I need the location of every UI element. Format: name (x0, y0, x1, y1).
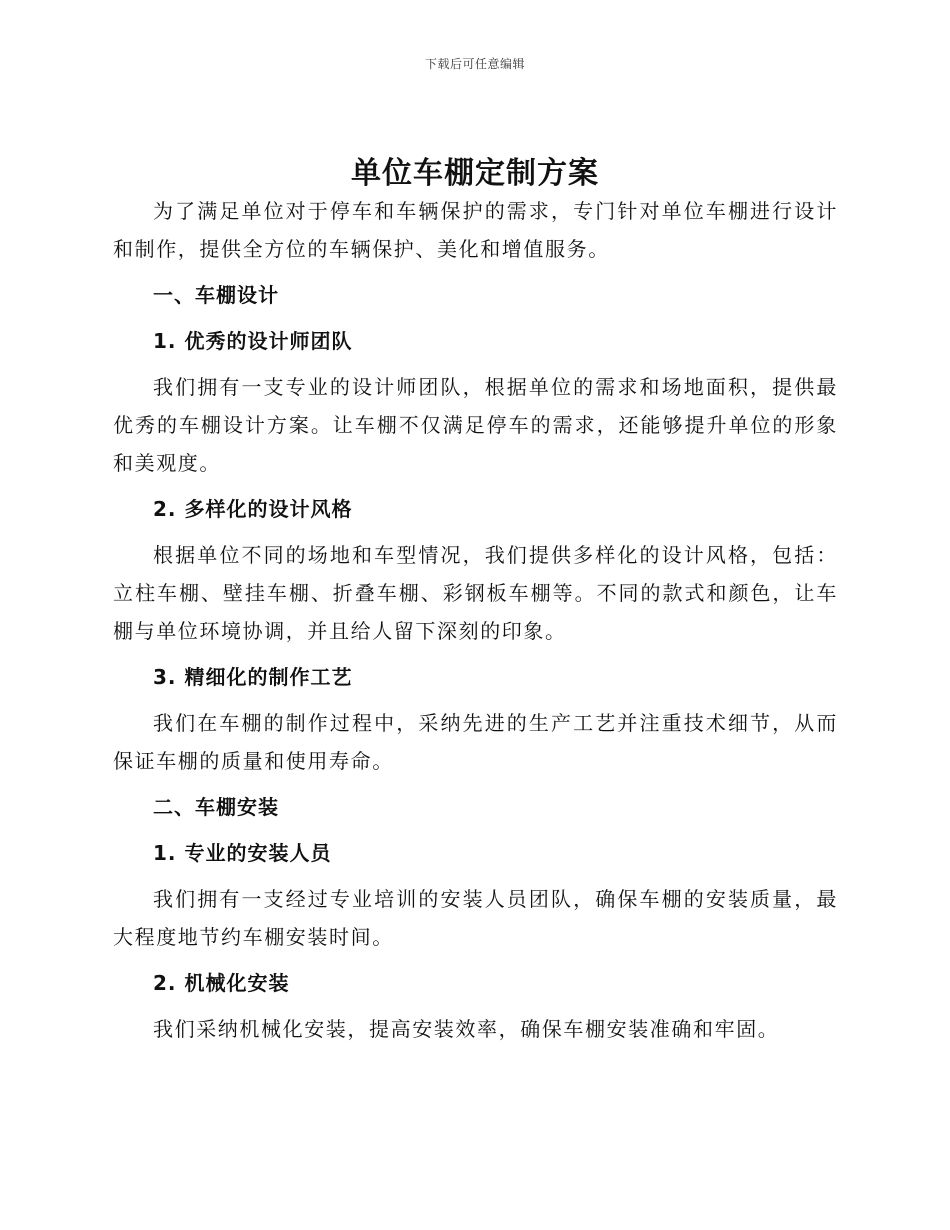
header-note: 下载后可任意编辑 (424, 57, 525, 71)
paragraph-installers: 我们拥有一支经过专业培训的安装人员团队，确保车棚的安装质量，最大程度地节约车棚安装时间。 (113, 887, 838, 949)
subheading-installers: 1. 专业的安装人员 (153, 841, 332, 865)
document-title: 单位车棚定制方案 (351, 156, 599, 191)
section-heading-installation: 二、车棚安装 (153, 795, 279, 819)
subheading-craftsmanship: 3. 精细化的制作工艺 (153, 665, 353, 689)
subheading-designer-team: 1. 优秀的设计师团队 (153, 329, 353, 353)
subheading-mechanized-installation: 2. 机械化安装 (153, 971, 290, 995)
document-body (113, 192, 838, 1056)
subheading-design-styles: 2. 多样化的设计风格 (153, 497, 353, 521)
section-heading-design: 一、车棚设计 (153, 283, 279, 307)
paragraph-mechanized-installation: 我们采纳机械化安装，提高安装效率，确保车棚安装准确和牢固。 (153, 1017, 780, 1041)
paragraph-designer-team: 我们拥有一支专业的设计师团队，根据单位的需求和场地面积，提供最优秀的车棚设计方案。让车棚不仅满足停车的需求，还能够提升单位的形象和美观度。 (113, 375, 838, 475)
paragraph-design-styles: 根据单位不同的场地和车型情况，我们提供多样化的设计风格，包括：立柱车棚、壁挂车棚、折叠车棚、彩钢板车棚等。不同的款式和颜色，让车棚与单位环境协调，并且给人留下深刻的印象。 (113, 543, 838, 643)
paragraph-craftsmanship: 我们在车棚的制作过程中，采纳先进的生产工艺并注重技术细节，从而保证车棚的质量和使用寿命。 (113, 711, 838, 773)
intro-paragraph: 为了满足单位对于停车和车辆保护的需求，专门针对单位车棚进行设计和制作，提供全方位的车辆保护、美化和增值服务。 (113, 199, 838, 261)
